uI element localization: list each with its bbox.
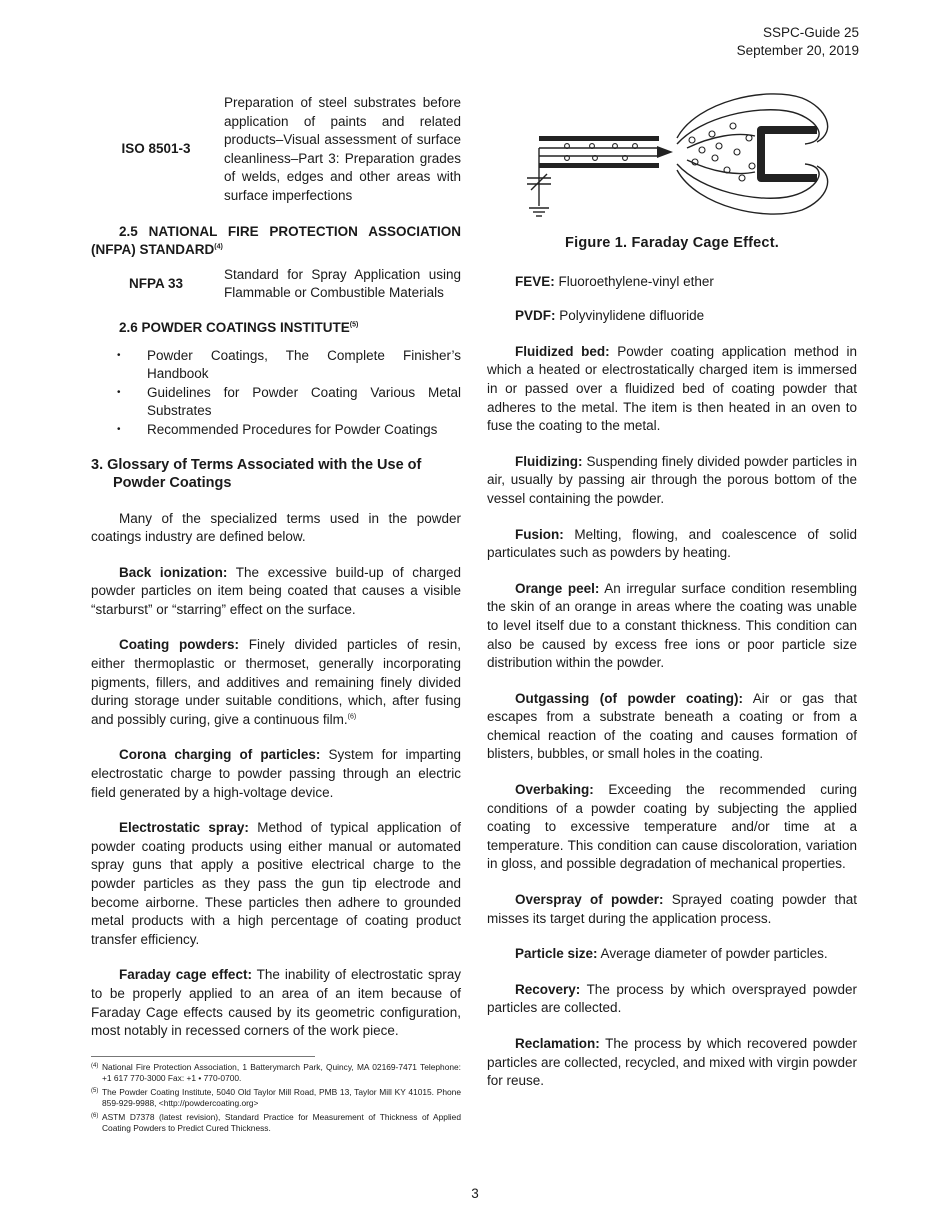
powder-particle [739,175,745,181]
term-definition: Finely divided particles of resin, either thermoplastic or thermoset, generally incorporating pigments, fillers, and additives and remaining finely divided during storage under suitable conditions, which, after fusing and possibly curing, give a continuous film. [91,637,461,727]
figure-caption: Figure 1. Faraday Cage Effect. [565,235,779,251]
term-name: Corona charging of particles: [119,747,321,763]
footnote-ref: (5) [349,321,359,329]
section-heading-pci: 2.6 POWDER COATINGS INSTITUTE$^{(5)}$ [119,319,359,335]
glossary-term [91,636,461,729]
term-definition: Air or gas that escapes from a substrate beneath a coating or from a chemical reaction of the coating and causes formation of blisters, bubbles, or small holes in the coating. [487,690,858,762]
term-name: Fluidizing: [515,453,583,469]
term-definition: Powder coating application method in which a heated or electrostatically charged item is immersed in or passed over a fluidized bed of coating powder that adheres to the metal. The item is then heated in an oven to fuse the coating to the metal. [487,343,857,434]
footnote [91,1062,461,1084]
footnote-ref: (6) [347,713,357,721]
term-name: Particle size: [515,946,598,962]
term-definition: The inability of electrostatic spray to be properly applied to an area of an item because of Faraday Cage effects caused by its geometric configuration, most notably in recessed corners of the work piece. [91,967,462,1039]
term-name: Orange peel: [515,580,600,596]
term-name: Coating powders: [119,637,239,653]
term-definition: Sprayed coating powder that misses its target during the application process. [487,892,857,926]
term-definition: An irregular surface condition resembling the skin of an orange in areas where the coating was unable to level itself due to a constant thickness. This condition can also be caused by excess free ions or poor particle size distribution within the powder. [487,580,857,671]
glossary-term [487,781,857,874]
term-name: Overbaking: [515,782,594,798]
term-definition: Exceeding the recommended curing conditions of a powder coating by subjecting the applied coating to excessive temperature and/or time at a temperature. This condition can cause discoloration, variation in gloss, and possible degradation of mechanical properties. [487,782,857,872]
glossary-term [487,891,857,928]
electrode-tip [657,146,673,158]
standard-code: ISO 8501-3 [121,141,191,157]
term-name: Fluidized bed: [515,343,610,359]
footnote [91,1087,461,1109]
nfpa-33-entry [91,266,461,303]
workpiece [761,130,817,178]
powder-particle [699,147,705,153]
term-name: Electrostatic spray: [119,820,249,836]
glossary-term [91,966,461,1040]
glossary-title: 3. Glossary of Terms Associated with the Use of Powder Coatings [91,456,422,491]
powder-particle [749,163,755,169]
page-number: 3 [471,1186,479,1201]
footnote-mark: (6) [91,1113,99,1119]
footnotes [91,1062,461,1137]
field-line [687,135,755,149]
footnote-divider [91,1056,315,1057]
footnote-ref: (4) [214,243,223,251]
standard-description: Preparation of steel substrates before application of paints and related products–Visual assessment of surface cleanliness–Part 3: Preparation grades of welds, edges and other areas with surface imperfections [224,95,461,203]
term-name: Overspray of powder: [515,892,664,908]
term-definition: Polyvinylidene difluoride [555,308,705,324]
footnote [91,1112,461,1134]
glossary-term [487,945,857,964]
term-name: Back ionization: [119,564,228,580]
section-heading-nfpa: 2.5 NATIONAL FIRE PROTECTION ASSOCIATION (NFPA) STANDARD$^{(4)}$ [91,223,461,258]
footnote-mark: (4) [91,1063,99,1069]
term-definition: System for imparting electrostatic charge to powder passing through an electric field generated by a high-voltage device. [91,747,461,800]
footnote-text: ASTM D7378 (latest revision), Standard Practice for Measurement of Thickness of Applied Coating Powders to Predict Cured Thickness. [102,1112,461,1133]
glossary-term [487,307,857,326]
gun-barrel [539,163,659,168]
glossary-term [487,343,857,436]
powder-particle [716,143,722,149]
glossary-term [91,819,461,949]
left-column [91,94,461,1041]
glossary-term [487,526,857,563]
powder-particle [746,135,752,141]
list-item: • Guidelines for Powder Coating Various Metal Substrates [91,384,461,421]
term-name: FEVE: [515,273,555,289]
term-definition: Suspending finely divided powder particles in air, usually by passing air through the porous bottom of the vessel containing the powder. [487,453,857,506]
powder-particle [712,155,718,161]
powder-particle [689,137,695,143]
list-item: • Powder Coatings, The Complete Finisher’s Handbook [91,347,461,384]
document-id: SSPC-Guide 25 [762,25,859,40]
glossary-term [487,273,857,292]
powder-particle [734,149,740,155]
footnote-mark: (5) [91,1088,99,1094]
gun-barrel [539,136,659,141]
document-date: September 20, 2019 [736,43,859,58]
term-definition: Method of typical application of powder coating products using either manual or automated spray guns that apply a positive electrical charge to the powder particles as they pass the gun tip electrode and become airborne. These particles then adhere to grounded metal products with a high percentage of coating product transfer efficiency. [91,820,461,947]
pci-list [91,347,461,440]
powder-particle [730,123,736,129]
glossary-term [487,981,857,1018]
right-column [487,86,857,1091]
standard-code: NFPA 33 [128,276,183,292]
term-definition: Average diameter of powder particles. [597,946,828,962]
footnote-text: The Powder Coating Institute, 5040 Old Taylor Mill Road, PMB 13, Taylor Mill KY 41015. Phone 859-929-9988, <http://powdercoating.org> [102,1087,461,1108]
footnote-text: National Fire Protection Association, 1 Batterymarch Park, Quincy, MA 02169-7471 Telephone: +1 617 770-3000 Fax: +1 • 770-0700. [102,1062,461,1083]
term-name: PVDF: [515,308,556,324]
term-name: Faraday cage effect: [119,967,252,983]
term-definition: Fluoroethylene-vinyl ether [554,273,714,289]
list-item: • Recommended Procedures for Powder Coatings [91,421,461,440]
glossary-term [91,564,461,620]
term-name: Recovery: [515,981,581,997]
term-definition: The excessive build-up of charged powder particles on item being coated that causes a visible “starburst” or “starring” effect on the surface. [91,564,461,617]
glossary-term [487,690,857,764]
faraday-cage-diagram [487,86,857,228]
term-name: Outgassing (of powder coating): [515,690,743,706]
term-definition: Melting, flowing, and coalescence of solid particulates such as powders by heating. [487,526,857,561]
faraday-cage-figure [487,86,857,226]
iso-8501-3-entry [91,94,461,206]
glossary-term [487,580,857,673]
glossary-term [487,1035,857,1091]
term-definition: The process by which oversprayed powder particles are collected. [487,981,857,1016]
term-name: Reclamation: [515,1036,600,1051]
glossary-term [91,746,461,802]
field-line [687,160,755,174]
glossary-term [487,453,857,509]
term-definition: The process by which recovered powder particles are collected, recycled, and mixed with virgin powder for reuse. [487,1036,857,1089]
page-header [737,24,859,60]
standard-description: Standard for Spray Application using Flammable or Combustible Materials [224,266,461,301]
powder-particle [709,131,715,137]
glossary-intro: Many of the specialized terms used in the powder coatings industry are defined below. [91,510,461,545]
term-name: Fusion: [515,526,564,542]
